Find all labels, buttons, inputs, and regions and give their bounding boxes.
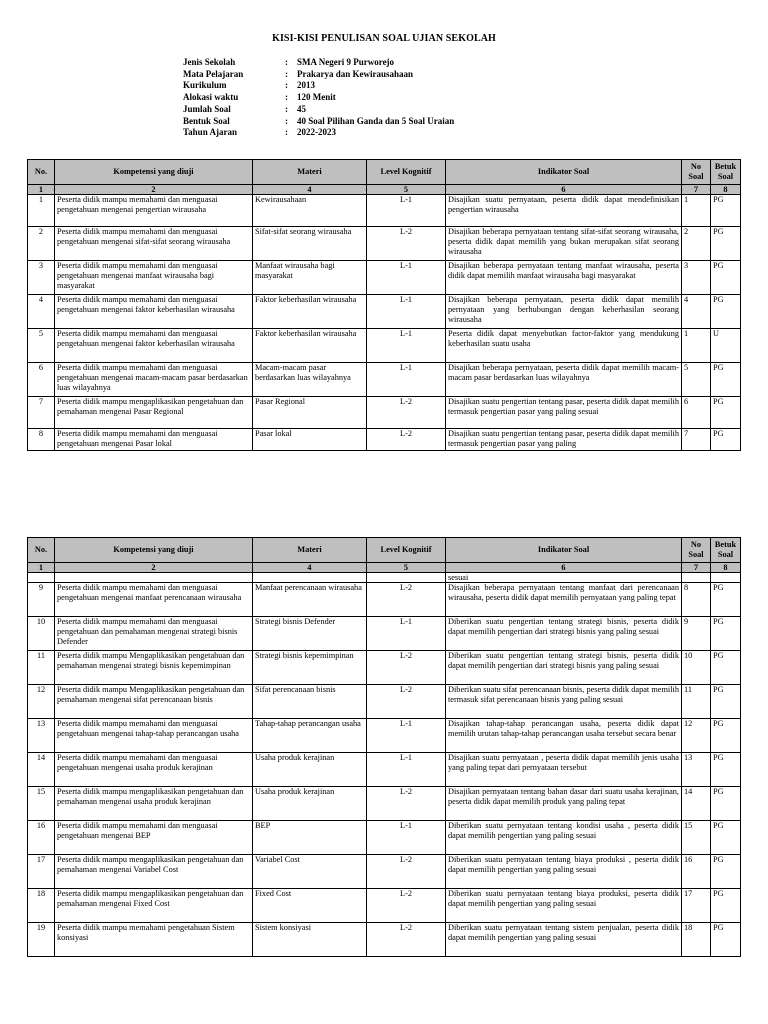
kompetensi-cell: Peserta didik mampu mengaplikasikan pengetahuan dan pemahaman mengenai Fixed Cost (55, 889, 253, 923)
bentuk-cell: U (711, 329, 741, 363)
column-number: 5 (367, 185, 446, 195)
meta-value: 2013 (297, 80, 315, 91)
col-bentuk-header: Betuk Soal (711, 538, 741, 563)
indikator-cell: Peserta didik dapat menyebutkan factor-faktor yang mendukung keberhasilan suatu usaha (446, 329, 682, 363)
row-number: 15 (28, 787, 55, 821)
kompetensi-cell: Peserta didik mampu mengaplikasikan pengetahuan dan pemahaman mengenai Pasar Regional (55, 397, 253, 429)
materi-cell: Fixed Cost (253, 889, 367, 923)
no-soal-cell: 14 (682, 787, 711, 821)
level-cell: L-2 (367, 787, 446, 821)
level-cell: L-1 (367, 261, 446, 295)
kompetensi-cell: Peserta didik mampu mengaplikasikan pengetahuan dan pemahaman mengenai Variabel Cost (55, 855, 253, 889)
meta-value: 40 Soal Pilihan Ganda dan 5 Soal Uraian (297, 115, 455, 126)
column-number: 8 (711, 563, 741, 573)
table-row (28, 753, 741, 787)
indikator-cell: Diberikan suatu pernyataan tentang sistem penjualan, peserta didik dapat memilih pengertian yang paling sesuai (446, 923, 682, 957)
row-number: 6 (28, 363, 55, 397)
table-row (28, 261, 741, 295)
indikator-cell: Disajikan beberapa pernyataan tentang manfaat dari perencanaan wirausaha, peserta didik dapat memilih pernyataan yang paling tepat (446, 583, 682, 617)
empty-cell (367, 573, 446, 583)
meta-label: Tahun Ajaran (183, 127, 237, 138)
column-number: 2 (55, 563, 253, 573)
kompetensi-cell: Peserta didik mampu memahami dan menguasai pengetahuan mengenai usaha produk kerajinan (55, 753, 253, 787)
carry-over-text: sesuai (446, 573, 682, 583)
meta-label: Mata Pelajaran (183, 68, 244, 79)
col-indikator-header: Indikator Soal (446, 538, 682, 563)
header-row (28, 160, 741, 185)
meta-colon: : (285, 103, 288, 114)
row-number: 5 (28, 329, 55, 363)
indikator-cell: Disajikan beberapa pernyataan tentang sifat-sifat seorang wirausaha, peserta didik dapat memilih yang bukan merupakan sifat seorang wirausaha (446, 227, 682, 261)
bentuk-cell: PG (711, 363, 741, 397)
table-row (28, 651, 741, 685)
materi-cell: Strategi bisnis kepemimpinan (253, 651, 367, 685)
table-row (28, 329, 741, 363)
column-number: 1 (28, 563, 55, 573)
meta-value: 45 (297, 103, 306, 114)
no-soal-cell: 8 (682, 583, 711, 617)
level-cell: L-1 (367, 753, 446, 787)
level-cell: L-1 (367, 617, 446, 651)
meta-value: 120 Menit (297, 92, 336, 103)
no-soal-cell: 12 (682, 719, 711, 753)
row-number: 1 (28, 195, 55, 227)
meta-label: Kurikulum (183, 80, 227, 91)
empty-cell (28, 573, 55, 583)
no-soal-cell: 13 (682, 753, 711, 787)
indikator-cell: Diberikan suatu pernyataan tentang kondisi usaha , peserta didik dapat memilih pengertian yang paling sesuai (446, 821, 682, 855)
level-cell: L-1 (367, 363, 446, 397)
bentuk-cell: PG (711, 923, 741, 957)
table-row (28, 363, 741, 397)
materi-cell: Macam-macam pasar berdasarkan luas wilayahnya (253, 363, 367, 397)
column-number: 7 (682, 185, 711, 195)
level-cell: L-2 (367, 651, 446, 685)
level-cell: L-1 (367, 195, 446, 227)
col-kompetensi-header: Kompetensi yang diuji (55, 538, 253, 563)
level-cell: L-2 (367, 685, 446, 719)
kompetensi-cell: Peserta didik mampu memahami dan menguasai pengetahuan mengenai faktor keberhasilan wirausaha (55, 329, 253, 363)
meta-colon: : (285, 127, 288, 138)
materi-cell: Tahap-tahap perancangan usaha (253, 719, 367, 753)
table-row (28, 821, 741, 855)
meta-label: Bentuk Soal (183, 115, 230, 126)
no-soal-cell: 5 (682, 363, 711, 397)
indikator-cell: Disajikan beberapa pernyataan, peserta didik dapat memilih pernyataan yang berhubungan dengan keberhasilan seorang wirausaha (446, 295, 682, 329)
indikator-cell: Diberikan suatu pernyataan tentang biaya produksi , peserta didik dapat memilih pengertian yang paling sesuai (446, 855, 682, 889)
kompetensi-cell: Peserta didik mampu memahami dan menguasai pengetahuan mengenai manfaat wirausaha bagi masyarakat (55, 261, 253, 295)
meta-row (183, 127, 454, 139)
kisi-kisi-table-1 (27, 159, 741, 451)
level-cell: L-2 (367, 227, 446, 261)
row-number: 2 (28, 227, 55, 261)
row-number: 8 (28, 429, 55, 451)
column-number: 5 (367, 563, 446, 573)
col-bentuk-header: Betuk Soal (711, 160, 741, 185)
column-number: 6 (446, 185, 682, 195)
table-row (28, 923, 741, 957)
no-soal-cell: 2 (682, 227, 711, 261)
bentuk-cell: PG (711, 195, 741, 227)
table-row (28, 889, 741, 923)
col-indikator-header: Indikator Soal (446, 160, 682, 185)
no-soal-cell: 16 (682, 855, 711, 889)
col-no-soal-header: No Soal (682, 160, 711, 185)
no-soal-cell: 7 (682, 429, 711, 451)
bentuk-cell: PG (711, 719, 741, 753)
materi-cell: Faktor keberhasilan wirausaha (253, 329, 367, 363)
kisi-kisi-table-2 (27, 537, 741, 957)
meta-row (183, 69, 454, 81)
table-row (28, 295, 741, 329)
bentuk-cell: PG (711, 855, 741, 889)
meta-colon: : (285, 92, 288, 103)
level-cell: L-1 (367, 329, 446, 363)
materi-cell: Strategi bisnis Defender (253, 617, 367, 651)
kompetensi-cell: Peserta didik mampu memahami dan menguasai pengetahuan dan pemahaman mengenai strategi bisnis Defender (55, 617, 253, 651)
no-soal-cell: 18 (682, 923, 711, 957)
materi-cell: Usaha produk kerajinan (253, 787, 367, 821)
level-cell: L-2 (367, 397, 446, 429)
kompetensi-cell: Peserta didik mampu memahami dan menguasai pengetahuan mengenai BEP (55, 821, 253, 855)
indikator-cell: Disajikan beberapa pernyataan, peserta didik dapat memilih macam-macam pasar berdasarkan luas wilayahnya (446, 363, 682, 397)
bentuk-cell: PG (711, 651, 741, 685)
indikator-cell: Disajikan suatu pengertian tentang pasar, peserta didik dapat memilih termasuk pengertian pasar yang paling (446, 429, 682, 451)
indikator-cell: Disajikan pernyataan tentang bahan dasar dari suatu usaha kerajinan, peserta didik dapat memilih produk yang paling tepat (446, 787, 682, 821)
col-no-header: No. (28, 160, 55, 185)
row-number: 19 (28, 923, 55, 957)
kompetensi-cell: Peserta didik mampu memahami dan menguasai pengetahuan mengenai pengertian wirausaha (55, 195, 253, 227)
no-soal-cell: 10 (682, 651, 711, 685)
level-cell: L-2 (367, 889, 446, 923)
bentuk-cell: PG (711, 583, 741, 617)
meta-row (183, 116, 454, 128)
bentuk-cell: PG (711, 261, 741, 295)
column-number: 4 (253, 563, 367, 573)
header-row (28, 538, 741, 563)
row-number: 7 (28, 397, 55, 429)
table-row (28, 227, 741, 261)
indikator-cell: Disajikan suatu pernyataan , peserta didik dapat memilih jenis usaha yang paling tepat dari pernyataan tersebut (446, 753, 682, 787)
row-number: 10 (28, 617, 55, 651)
bentuk-cell: PG (711, 227, 741, 261)
bentuk-cell: PG (711, 685, 741, 719)
col-level-header: Level Kognitif (367, 160, 446, 185)
bentuk-cell: PG (711, 429, 741, 451)
indikator-cell: Disajikan tahap-tahap perancangan usaha, peserta didik dapat memilih urutan tahap-tahap perancangan usaha tersebut secara benar (446, 719, 682, 753)
meta-colon: : (285, 68, 288, 79)
materi-cell: Sistem konsiyasi (253, 923, 367, 957)
bentuk-cell: PG (711, 617, 741, 651)
meta-row (183, 80, 454, 92)
level-cell: L-2 (367, 855, 446, 889)
bentuk-cell: PG (711, 397, 741, 429)
table-row (28, 719, 741, 753)
empty-cell (55, 573, 253, 583)
kompetensi-cell: Peserta didik mampu Mengaplikasikan pengetahuan dan pemahaman mengenai sifat perencanaan bisnis (55, 685, 253, 719)
no-soal-cell: 15 (682, 821, 711, 855)
kompetensi-cell: Peserta didik mampu memahami dan menguasai pengetahuan mengenai macam-macam pasar berdasarkan luas wilayahnya (55, 363, 253, 397)
no-soal-cell: 17 (682, 889, 711, 923)
no-soal-cell: 11 (682, 685, 711, 719)
meta-value: 2022-2023 (297, 127, 336, 138)
meta-label: Jenis Sekolah (183, 57, 236, 67)
materi-cell: Sifat-sifat seorang wirausaha (253, 227, 367, 261)
bentuk-cell: PG (711, 821, 741, 855)
document-title: KISI-KISI PENULISAN SOAL UJIAN SEKOLAH (272, 33, 496, 44)
row-number: 9 (28, 583, 55, 617)
column-number-row (28, 185, 741, 195)
table-row (28, 685, 741, 719)
column-number-row (28, 563, 741, 573)
col-materi-header: Materi (253, 538, 367, 563)
meta-row (183, 57, 454, 69)
materi-cell: Pasar lokal (253, 429, 367, 451)
column-number: 7 (682, 563, 711, 573)
table-row (28, 429, 741, 451)
materi-cell: Usaha produk kerajinan (253, 753, 367, 787)
kompetensi-cell: Peserta didik mampu memahami dan menguasai pengetahuan mengenai tahap-tahap perancangan usaha (55, 719, 253, 753)
no-soal-cell: 3 (682, 261, 711, 295)
meta-row (183, 104, 454, 116)
row-number: 18 (28, 889, 55, 923)
no-soal-cell: 4 (682, 295, 711, 329)
table-row (28, 397, 741, 429)
indikator-cell: Diberikan suatu pernyataan tentang biaya produksi, peserta didik dapat memilih pengertian yang paling sesuai (446, 889, 682, 923)
bentuk-cell: PG (711, 787, 741, 821)
indikator-cell: Diberikan suatu sifat perencanaan bisnis, peserta didik dapat memilih termasuk sifat perencanaan bisnis yang paling sesuai (446, 685, 682, 719)
level-cell: L-1 (367, 821, 446, 855)
column-number: 6 (446, 563, 682, 573)
level-cell: L-1 (367, 719, 446, 753)
empty-cell (682, 573, 711, 583)
kompetensi-cell: Peserta didik mampu Mengaplikasikan pengetahuan dan pemahaman mengenai strategi bisnis kepemimpinan (55, 651, 253, 685)
row-number: 13 (28, 719, 55, 753)
col-no-soal-header: No Soal (682, 538, 711, 563)
meta-colon: : (285, 115, 288, 126)
kompetensi-cell: Peserta didik mampu memahami dan menguasai pengetahuan mengenai sifat-sifat seorang wirausaha (55, 227, 253, 261)
meta-value: SMA Negeri 9 Purworejo (297, 57, 395, 67)
row-number: 17 (28, 855, 55, 889)
col-no-header: No. (28, 538, 55, 563)
carry-over-row (28, 573, 741, 583)
table-row (28, 583, 741, 617)
materi-cell: Sifat perencanaan bisnis (253, 685, 367, 719)
kompetensi-cell: Peserta didik mampu memahami dan menguasai pengetahuan mengenai manfaat perencanaan wirausaha (55, 583, 253, 617)
indikator-cell: Disajikan beberapa pernyataan tentang manfaat wirausaha, peserta didik dapat memilih manfaat wirausaha bagi masyarakat (446, 261, 682, 295)
materi-cell: Pasar Regional (253, 397, 367, 429)
row-number: 11 (28, 651, 55, 685)
bentuk-cell: PG (711, 295, 741, 329)
no-soal-cell: 1 (682, 195, 711, 227)
col-materi-header: Materi (253, 160, 367, 185)
materi-cell: Variabel Cost (253, 855, 367, 889)
meta-row (183, 92, 454, 104)
materi-cell: Manfaat perencanaan wirausaha (253, 583, 367, 617)
level-cell: L-1 (367, 295, 446, 329)
table-row (28, 787, 741, 821)
document-meta (183, 57, 454, 139)
level-cell: L-2 (367, 429, 446, 451)
table-row (28, 617, 741, 651)
meta-colon: : (285, 57, 288, 67)
column-number: 2 (55, 185, 253, 195)
level-cell: L-2 (367, 583, 446, 617)
bentuk-cell: PG (711, 889, 741, 923)
meta-label: Alokasi waktu (183, 92, 239, 103)
materi-cell: Manfaat wirausaha bagi masyarakat (253, 261, 367, 295)
kompetensi-cell: Peserta didik mampu mengaplikasikan pengetahuan dan pemahaman mengenai usaha produk kerajinan (55, 787, 253, 821)
col-level-header: Level Kognitif (367, 538, 446, 563)
column-number: 8 (711, 185, 741, 195)
kompetensi-cell: Peserta didik mampu memahami dan menguasai pengetahuan mengenai faktor keberhasilan wirausaha (55, 295, 253, 329)
meta-value: Prakarya dan Kewirausahaan (297, 68, 414, 79)
level-cell: L-2 (367, 923, 446, 957)
row-number: 12 (28, 685, 55, 719)
empty-cell (711, 573, 741, 583)
empty-cell (253, 573, 367, 583)
kompetensi-cell: Peserta didik mampu memahami pengetahuan Sistem konsiyasi (55, 923, 253, 957)
no-soal-cell: 1 (682, 329, 711, 363)
column-number: 4 (253, 185, 367, 195)
bentuk-cell: PG (711, 753, 741, 787)
table-row (28, 195, 741, 227)
col-kompetensi-header: Kompetensi yang diuji (55, 160, 253, 185)
kompetensi-cell: Peserta didik mampu memahami dan menguasai pengetahuan mengenai Pasar lokal (55, 429, 253, 451)
indikator-cell: Diberikan suatu pengertian tentang strategi bisnis, peserta didik dapat memilih pengertian dari strategi bisnis yang paling sesuai (446, 617, 682, 651)
no-soal-cell: 6 (682, 397, 711, 429)
indikator-cell: Disajikan suatu pernyataan, peserta didik dapat mendefinisikan pengertian wirausaha (446, 195, 682, 227)
meta-label: Jumlah Soal (183, 103, 231, 114)
column-number: 1 (28, 185, 55, 195)
row-number: 16 (28, 821, 55, 855)
indikator-cell: Diberikan suatu pengertian tentang strategi bisnis, peserta didik dapat memilih pengertian dari strategi bisnis yang paling sesuai (446, 651, 682, 685)
row-number: 3 (28, 261, 55, 295)
row-number: 14 (28, 753, 55, 787)
meta-colon: : (285, 80, 288, 91)
table-row (28, 855, 741, 889)
materi-cell: Kewirausahaan (253, 195, 367, 227)
indikator-cell: Disajikan suatu pengertian tentang pasar, peserta didik dapat memilih termasuk pengertian pasar yang paling sesuai (446, 397, 682, 429)
no-soal-cell: 9 (682, 617, 711, 651)
materi-cell: Faktor keberhasilan wirausaha (253, 295, 367, 329)
row-number: 4 (28, 295, 55, 329)
materi-cell: BEP (253, 821, 367, 855)
